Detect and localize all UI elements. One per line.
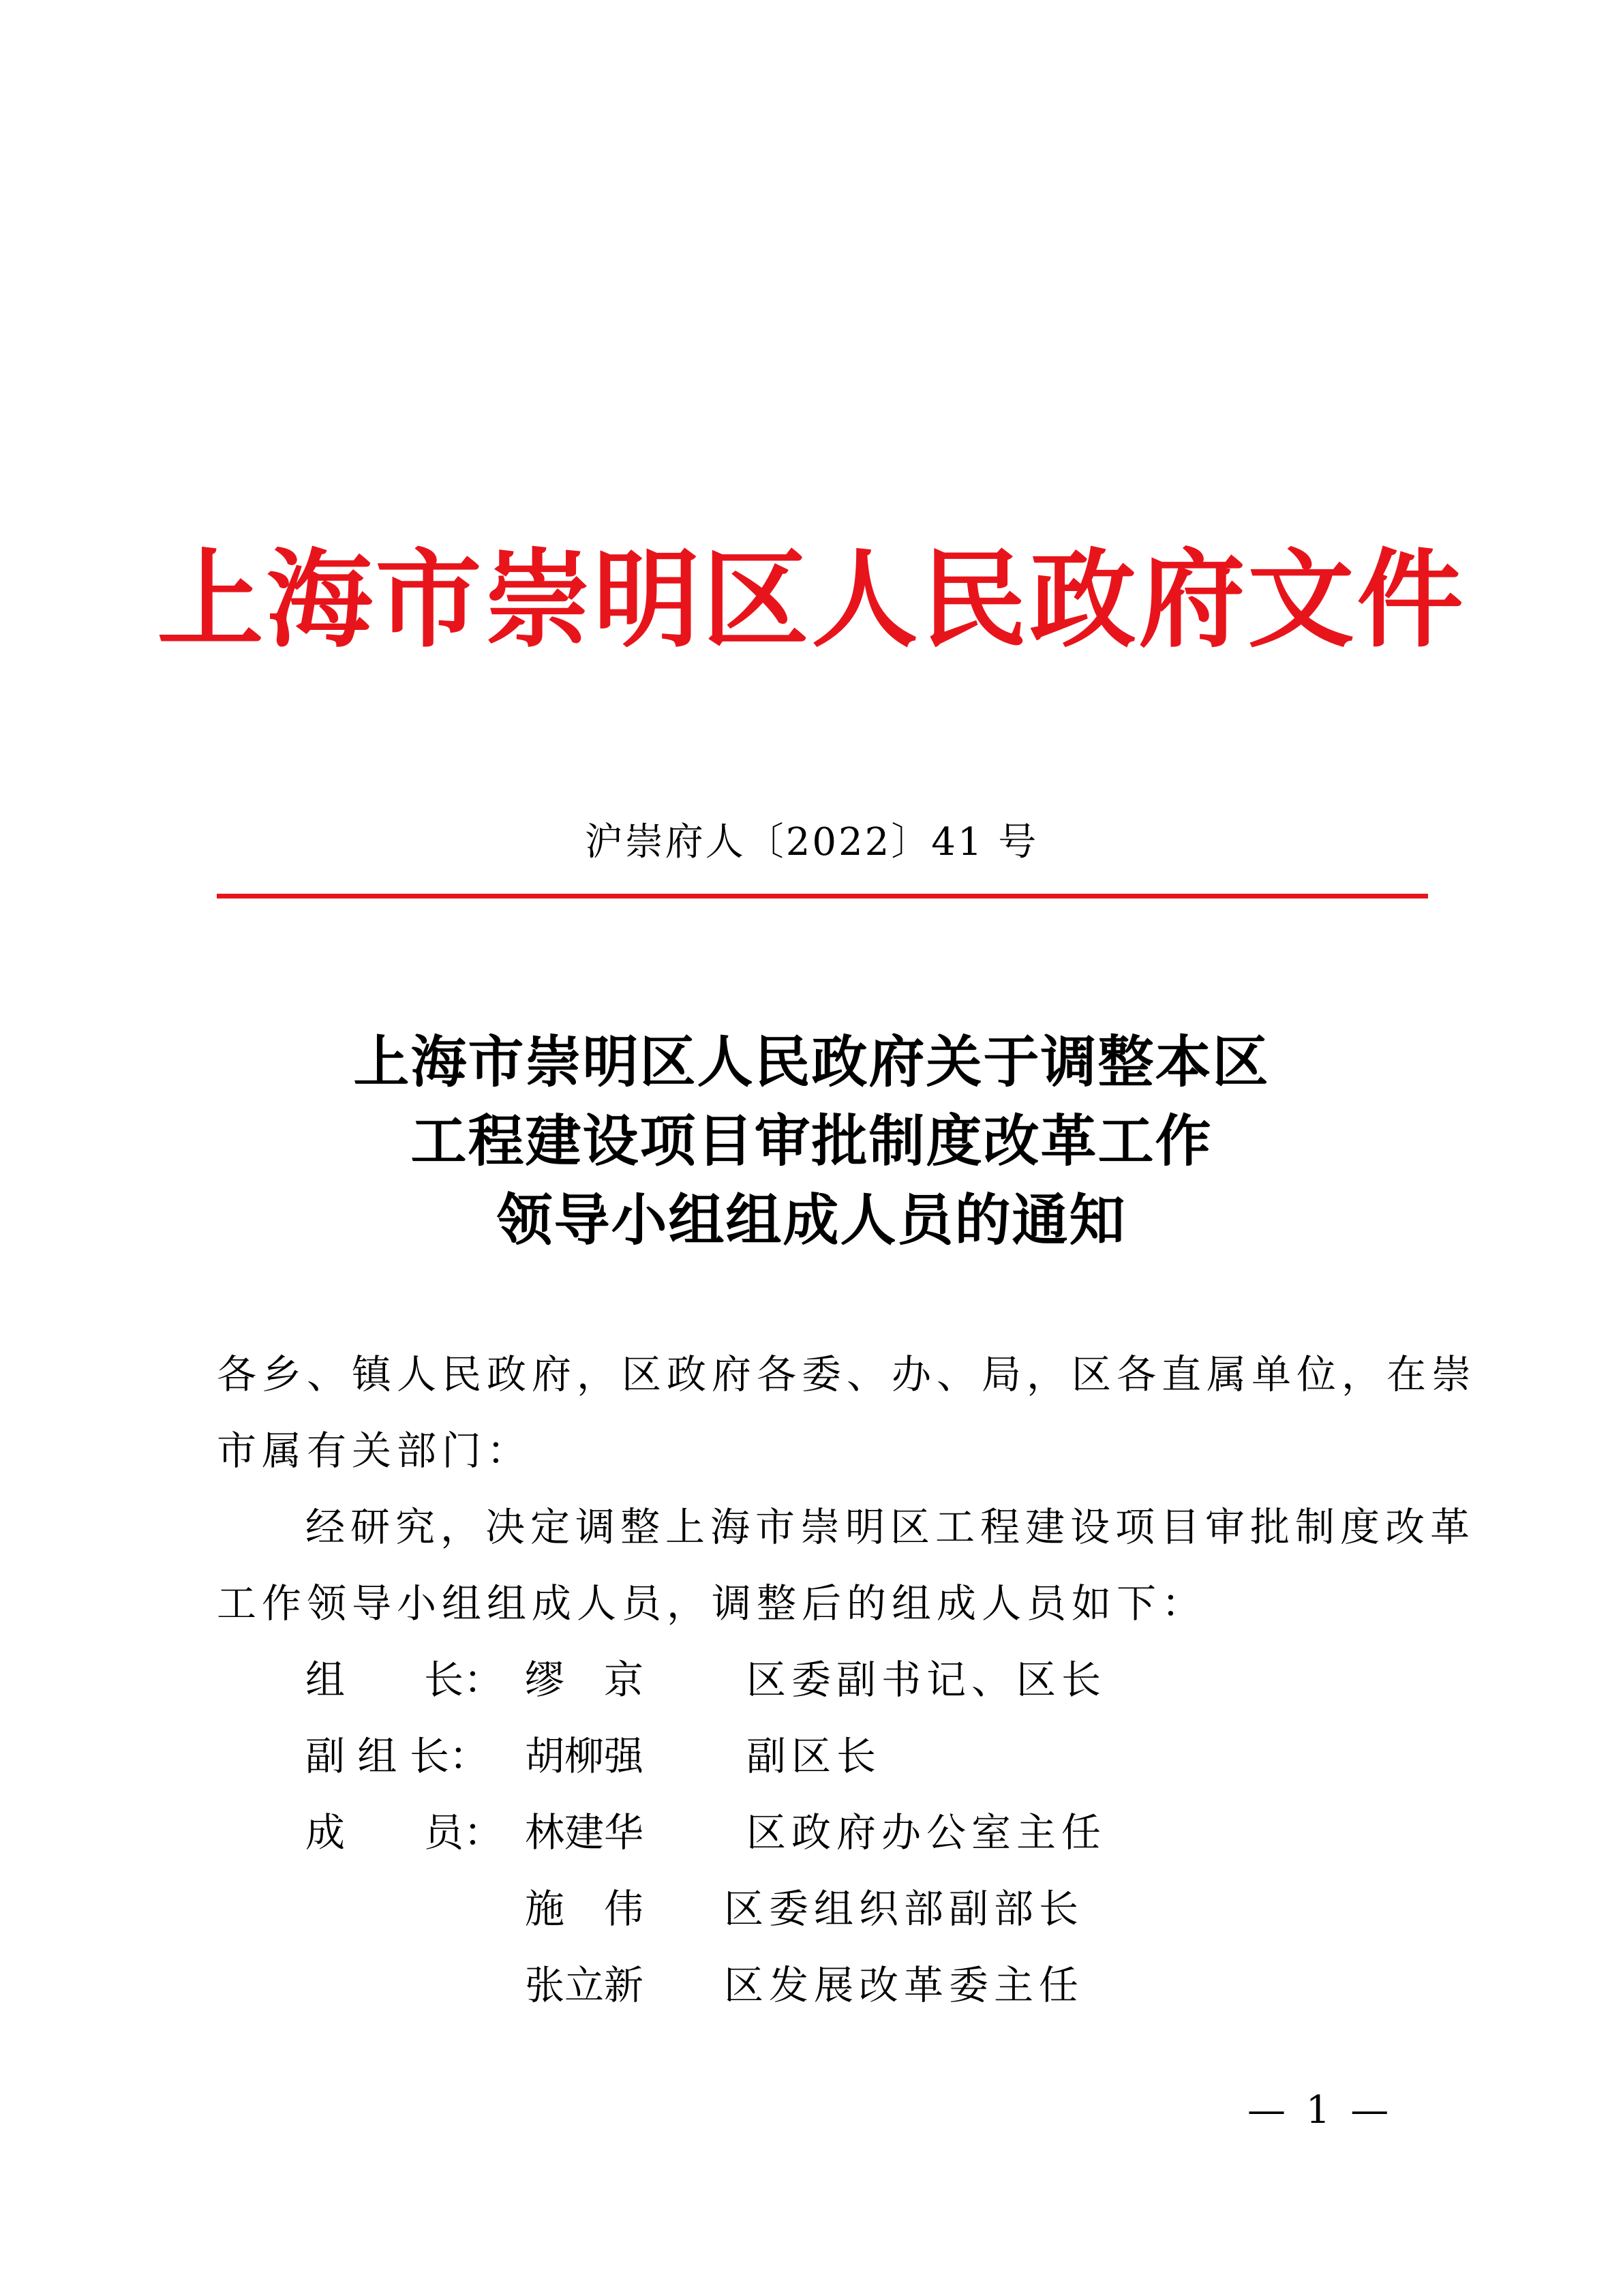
paragraph-line-1: 经研究，决定调整上海市崇明区工程建设项目审批制度改革 bbox=[305, 1504, 1476, 1550]
title-line-3: 领导小组组成人员的通知 bbox=[496, 1188, 1127, 1253]
member-name: 林建华 bbox=[525, 1809, 644, 1856]
member-role: 成 员： bbox=[305, 1809, 504, 1856]
member-name: 施 伟 bbox=[525, 1886, 644, 1932]
paragraph-line-2: 工作领导小组组成人员，调整后的组成人员如下： bbox=[217, 1580, 1207, 1627]
red-divider-line bbox=[217, 894, 1428, 898]
member-post: 副区长 bbox=[746, 1733, 882, 1779]
document-number: 沪崇府人〔2022〕41 号 bbox=[584, 820, 1039, 864]
document-issuer-header: 上海市崇明区人民政府文件 bbox=[157, 537, 1466, 662]
member-name: 张立新 bbox=[525, 1962, 644, 2008]
page-number: — 1 — bbox=[1247, 2088, 1393, 2132]
member-post: 区委副书记、区长 bbox=[746, 1657, 1107, 1703]
title-line-2: 工程建设项目审批制度改革工作 bbox=[410, 1108, 1213, 1174]
member-role: 组 长： bbox=[305, 1657, 504, 1703]
member-name: 缪 京 bbox=[525, 1657, 644, 1703]
member-post: 区发展改革委主任 bbox=[724, 1962, 1084, 2008]
addressee-line-1: 各乡、镇人民政府，区政府各委、办、局，区各直属单位，在崇 bbox=[217, 1351, 1477, 1398]
addressee-line-2: 市属有关部门： bbox=[217, 1428, 532, 1474]
member-post: 区政府办公室主任 bbox=[746, 1809, 1107, 1856]
member-post: 区委组织部副部长 bbox=[724, 1886, 1084, 1932]
member-role: 副 组 长： bbox=[305, 1733, 489, 1779]
member-name: 胡柳强 bbox=[525, 1733, 644, 1779]
title-line-1: 上海市崇明区人民政府关于调整本区 bbox=[353, 1029, 1270, 1095]
